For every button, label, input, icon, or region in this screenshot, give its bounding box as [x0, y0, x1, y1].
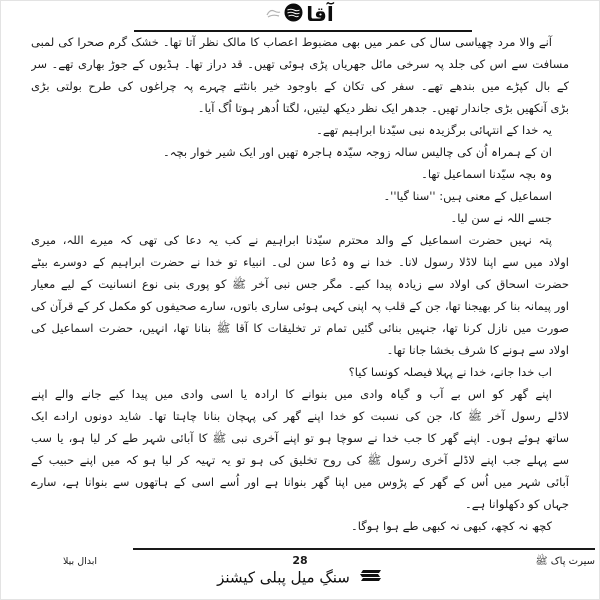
calligraphic-ornament-icon [266, 5, 281, 24]
text-line: اب خدا جانے، خدا نے پہلا فیصلہ کونسا کیا؟ [348, 365, 552, 379]
text-line: کے بال کپڑے میں بندھے تھے۔ سفر کی تکان کے باوجود خیر بانٹتے چہرے پہ چراغوں کی طرح بولتی بڑی [31, 79, 569, 93]
text-line: لاڈلے رسول آخر ﷺ کا، جن کی نسبت کو خدا اپنے گھر کی پہچان بنانا چاہتا تھا۔ شاید دونوں ارادے ایک [31, 409, 569, 423]
text-line: بڑی آنکھیں بڑی جاندار تھیں۔ جدھر ایک نظر دیکھ لیتیں، لگتا اُدھر ہوتا اُگ آیا۔ [197, 101, 569, 115]
text-line: حضرت اسحاق کی اولاد سے زیادہ پیدا کیے۔ مگر جس نبی آخر ﷺ کو پوری بنی نوع انسانیت کے لیے معیار [31, 277, 569, 291]
publisher-logo [1, 568, 599, 587]
footer-author-name: ابدال بیلا [63, 556, 98, 567]
footer-rule [133, 548, 595, 550]
text-line: صورت میں نازل کرنا تھا، جنہیں بنائی گئیں تمام تر تخلیقات کا آقا ﷺ بنانا تھا، انہیں، حضرت اسماعیل کی [31, 321, 569, 335]
text-line: سے پہلے جب اپنے لاڈلے آخری رسول ﷺ کی روح تخلیق کی ہو تو یہ تہیہ کر لیا ہو کہ میں اپنے حبیب کے [31, 453, 569, 467]
text-line: اسماعیل کے معنی ہیں: ''سنا گیا''۔ [383, 189, 552, 203]
stacked-books-icon [357, 568, 383, 587]
salutation-medallion-icon [284, 3, 303, 26]
text-line: ساتھ ہوئے ہوں۔ اپنے گھر کا جب خدا نے سوچا ہو تو اپنے آخری نبی ﷺ کا آبائی شہر طے کر لیا ہو، یا سب [31, 431, 569, 445]
text-line: کچھ نہ کچھ، کبھی نہ کبھی طے ہوا ہوگا۔ [351, 519, 552, 533]
text-line: پتہ نہیں حضرت اسماعیل کے والد محترم سیّدنا ابراہیم نے کب یہ دعا کی تھی کہ میرے اللہ، میری [31, 233, 552, 247]
body-text [31, 31, 569, 543]
text-line: جہاں کو دکھلوانا ہے۔ [465, 497, 569, 511]
publisher-name: سنگِ میل پبلی کیشنز [217, 568, 350, 587]
text-line: یہ خدا کے انتہائی برگزیدہ نبی سیّدنا ابراہیم تھے۔ [316, 123, 552, 137]
page-header [1, 2, 599, 26]
text-line: اور پیمانہ بنا کر بھیجنا تھا، جن کے قلب پہ اپنی کہی ہوئی ساری باتوں، سارے صحیفوں کو مکمل کر کے قرآن کی [31, 299, 569, 313]
text-line: اولاد سے ہونے کا شرف بخشا جانا تھا۔ [386, 343, 569, 357]
book-title: آقا [306, 2, 334, 26]
text-line: وہ بچہ سیّدنا اسماعیل تھا۔ [421, 167, 552, 181]
page-number: 28 [292, 554, 308, 567]
text-line: آنے والا مرد چھیاسی سال کی عمر میں بھی مضبوط اعصاب کا مالک نظر آتا تھا۔ خشک گرم صحرا کی لمبی [31, 35, 552, 49]
text-line: ان کے ہمراہ اُن کی چالیس سالہ زوجہ سیّدہ ہاجرہ تھیں اور ایک شیر خوار بچہ۔ [162, 145, 552, 159]
text-line: آبائی شہر میں اُس کے گھر کے پڑوس میں اپنا گھر بنوانا ہے اور اُسے اسی کے ہاتھوں سے بنوانا ہے، سارے [31, 475, 569, 489]
text-line: اپنے گھر کو اس بے آب و گیاہ وادی میں بنوانے کا ارادہ یا اسی وادی میں پیدا کیے جانے والے اپنے [31, 387, 552, 401]
footer-book-title: سیرت پاک ﷺ [535, 556, 595, 567]
text-line: جسے اللہ نے سن لیا۔ [450, 211, 552, 225]
footer-row [1, 553, 599, 569]
text-line: مسافت سے اس کی جلد پہ سرخی مائل جھریاں پڑی ہوئی تھیں۔ قد دراز تھا۔ ہڈیوں کے جوڑ بھاری تھے۔ سر [31, 57, 569, 71]
text-line: اولاد میں سے اپنا لاڈلا رسول لانا۔ خدا نے وہ دُعا سن لی۔ انبیاء تو خدا نے حضرت ابراہیم کے دوسرے بیٹے [31, 255, 569, 269]
